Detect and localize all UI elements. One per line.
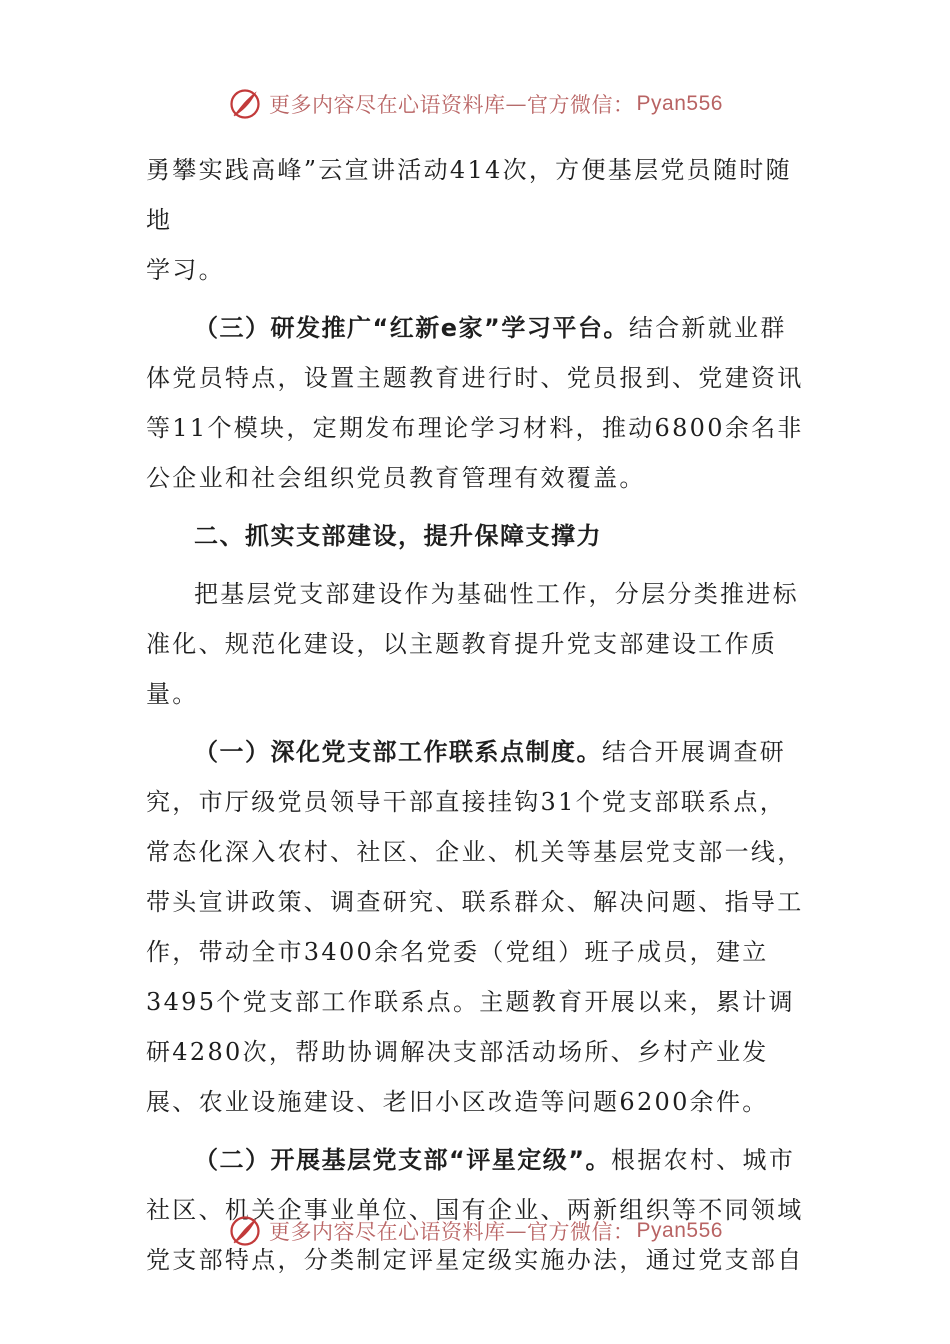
banner-wechat-label: 官方微信：	[527, 1220, 635, 1244]
document-body	[146, 145, 808, 1285]
banner-dash: —	[505, 92, 528, 116]
subheading-platform: （三）研发推广“红新e家”学习平台。	[194, 314, 629, 342]
header-banner	[0, 84, 950, 124]
banner-wechat-label: 官方微信：	[527, 93, 635, 117]
footer-banner	[0, 1211, 950, 1251]
paragraph-star-rating	[146, 1135, 808, 1285]
paragraph-contact-point	[146, 727, 808, 1127]
paragraph-intro: 把基层党支部建设作为基础性工作，分层分类推进标准化、规范化建设，以主题教育提升党支部建设工作质量。	[146, 580, 799, 708]
paragraph-star-rating-text: 根据农村、城市社区、机关企事业单位、国有企业、两新组织等不同领域党支部特点，分类制定评星定级实施办法，通过党支部自	[146, 1146, 804, 1274]
banner-brand: 更多内容尽在心语资料库	[269, 1220, 506, 1244]
paragraph-line: 学习。	[146, 256, 225, 284]
banner-dash: —	[505, 1219, 528, 1243]
section-title: 二、抓实支部建设，提升保障支撑力	[194, 522, 602, 550]
paragraph-platform	[146, 303, 808, 503]
subheading-contact-point: （一）深化党支部工作联系点制度。	[194, 738, 602, 766]
quill-logo-icon	[227, 1213, 263, 1249]
banner-brand: 更多内容尽在心语资料库	[269, 93, 506, 117]
banner-wechat-id: Pyan556	[636, 92, 723, 115]
paragraph-contact-point-text: 结合开展调查研究，市厅级党员领导干部直接挂钩31个党支部联系点，常态化深入农村、社区、企业、机关等基层党支部一线，带头宣讲政策、调查研究、联系群众、解决问题、指导工作，带动全市3400余名党委（党组）班子成员，建立3495个党支部工作联系点。主题教育开展以来，累计调研4280次，帮助协调解决支部活动场所、乡村产业发展、农业设施建设、老旧小区改造等问题6200余件。	[146, 738, 804, 1116]
paragraph-line: 勇攀实践高峰”云宣讲活动414次，方便基层党员随时随地	[146, 156, 792, 234]
quill-logo-icon	[227, 86, 263, 122]
banner-wechat-id: Pyan556	[636, 1219, 723, 1242]
paragraph-platform-text: 结合新就业群体党员特点，设置主题教育进行时、党员报到、党建资讯等11个模块，定期发布理论学习材料，推动6800余名非公企业和社会组织党员教育管理有效覆盖。	[146, 314, 804, 492]
subheading-star-rating: （二）开展基层党支部“评星定级”。	[194, 1146, 612, 1174]
